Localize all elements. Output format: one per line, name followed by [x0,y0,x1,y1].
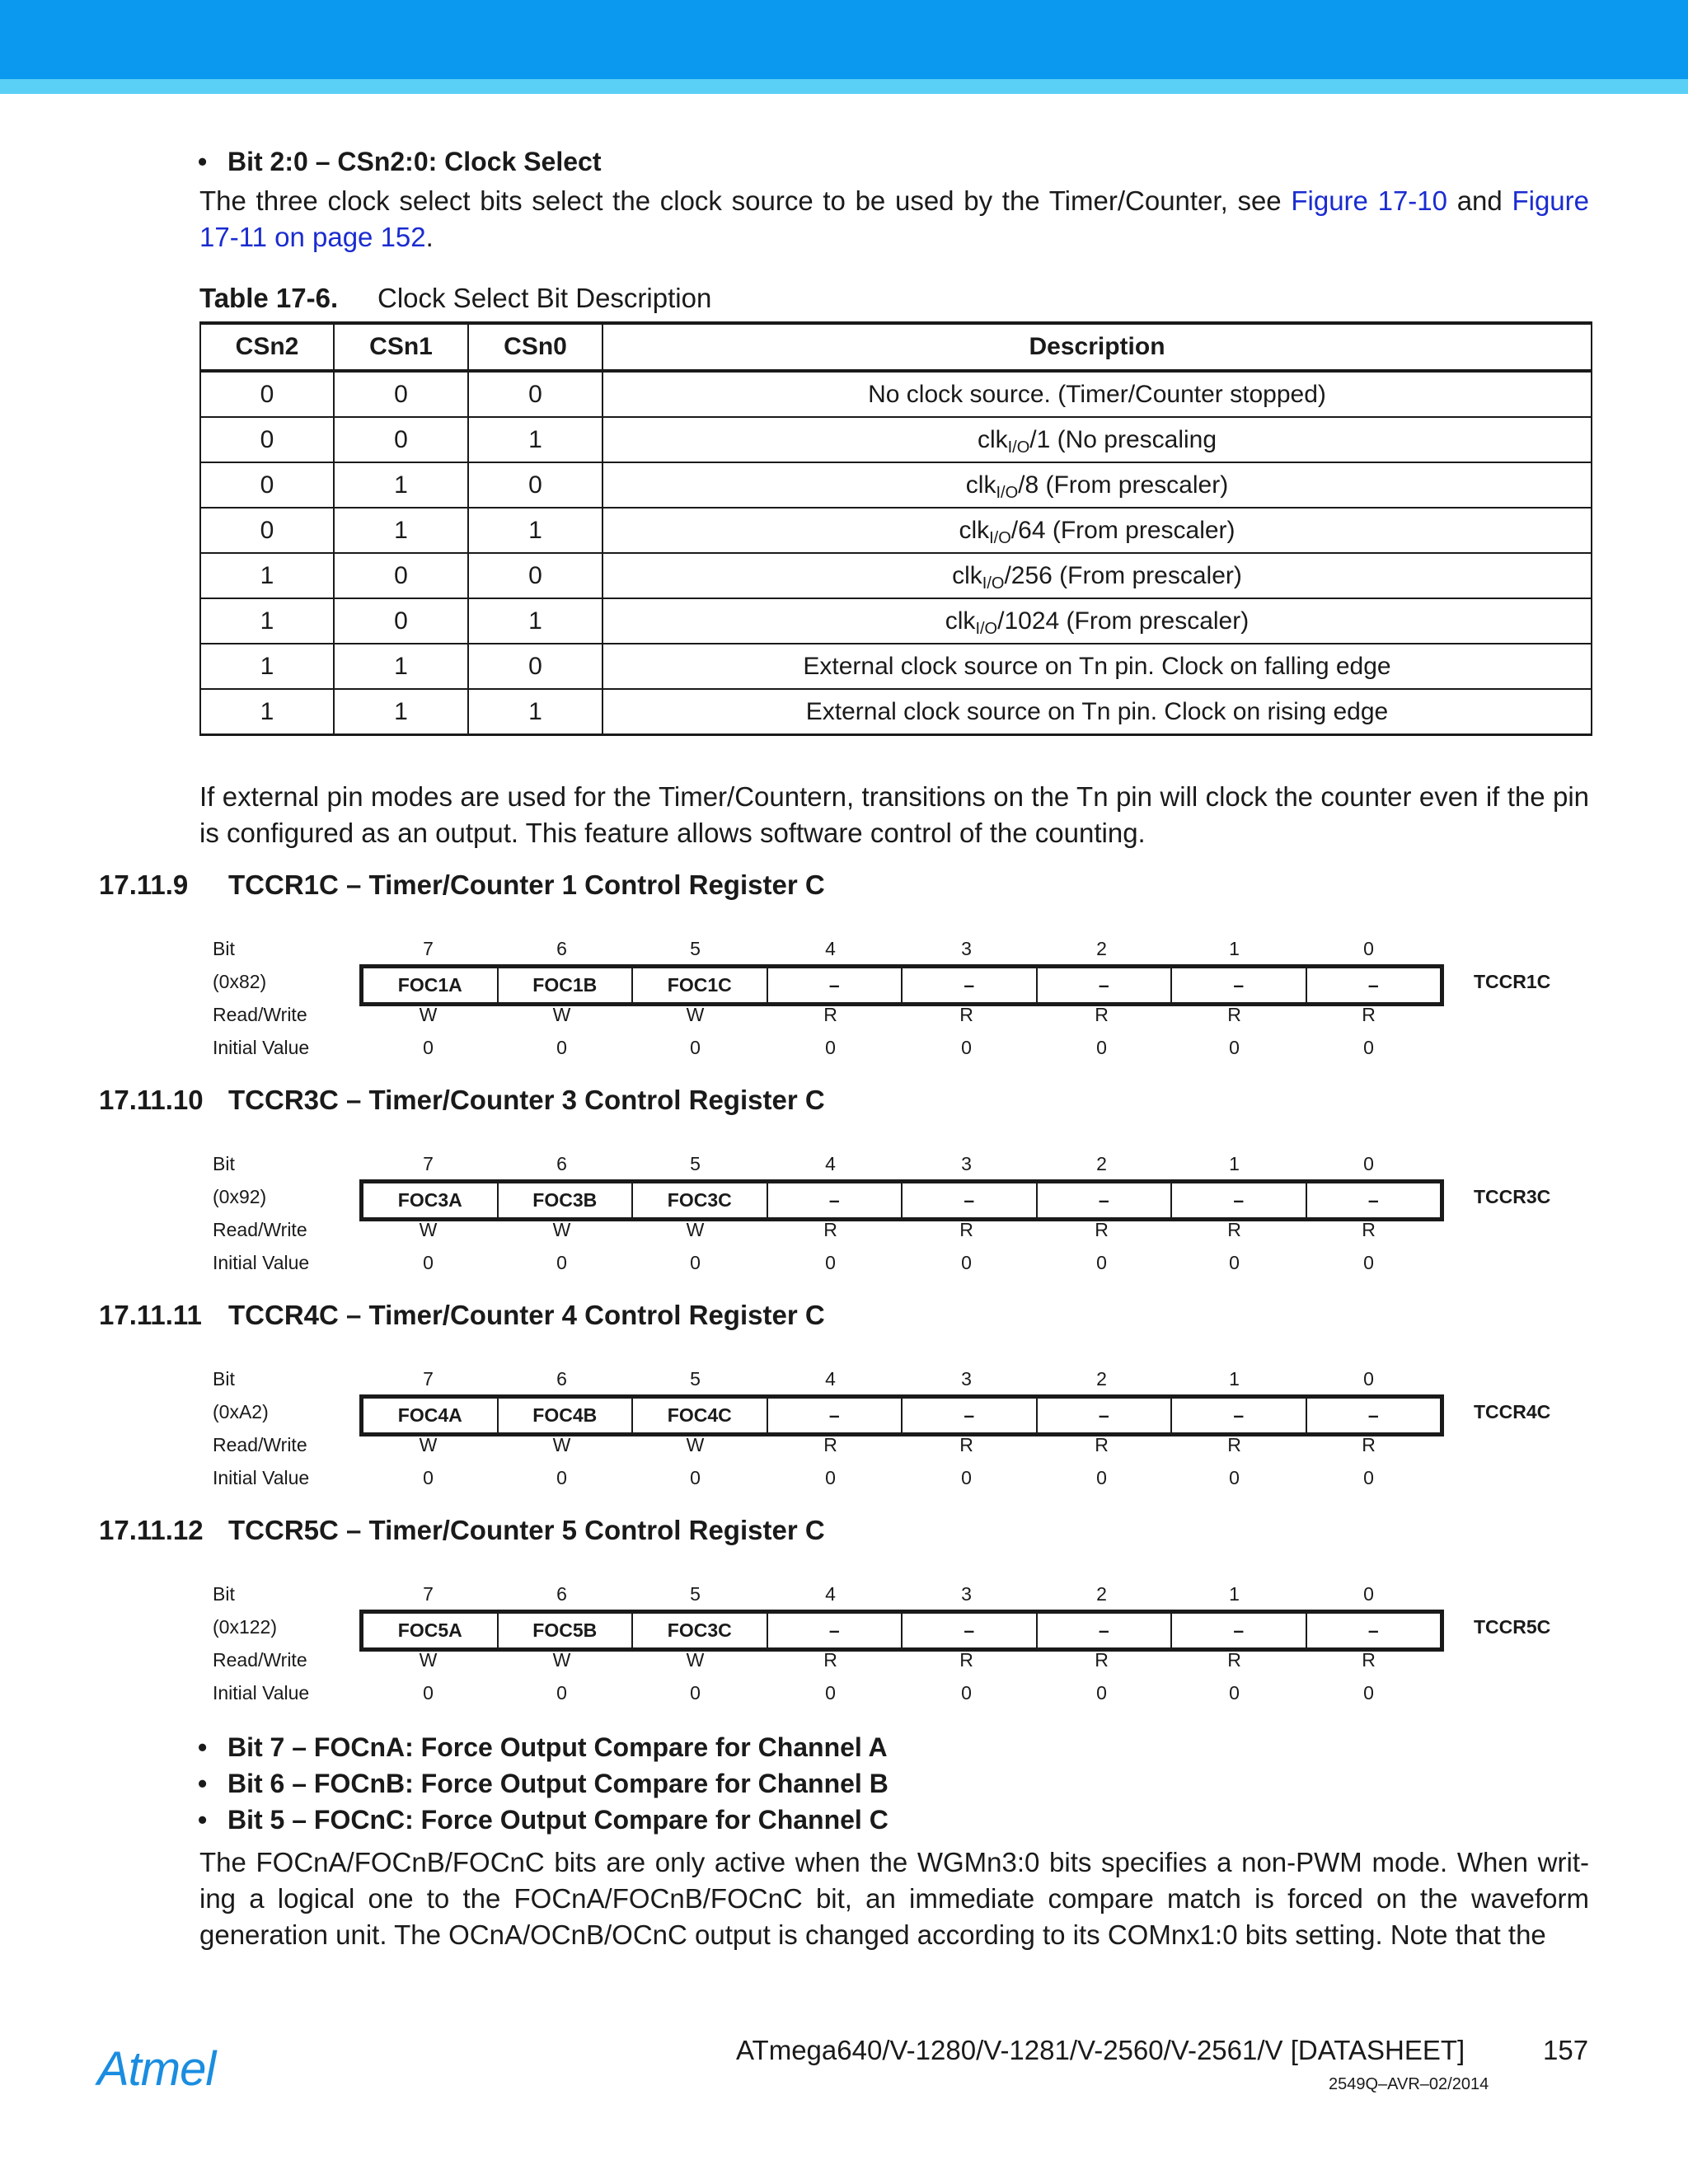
bit-number: 3 [961,1583,972,1605]
bit-number: 2 [1096,1368,1107,1390]
initial-value: 0 [690,1467,701,1488]
bit-field-cell: – [903,1399,1038,1432]
bit-number: 3 [961,1368,972,1390]
bit-number: 5 [690,1583,701,1605]
read-write-value: R [1095,1649,1109,1671]
bit-field-cell: FOC5A [363,1614,499,1647]
bullet-icon: • [198,1769,208,1798]
bit-field-cell: – [768,1614,903,1647]
initial-value: 0 [1363,1682,1374,1704]
table-caption: Table 17-6. Clock Select Bit Description [199,283,712,313]
table-cell-cs2: 1 [200,598,334,644]
bit-field-cell: – [768,968,903,1002]
register-bit-fields [359,964,1444,1006]
read-write-value: W [419,1219,438,1240]
read-write-value: R [1227,1219,1241,1240]
bit-number: 0 [1363,1153,1374,1174]
initial-value: 0 [825,1682,836,1704]
read-write-value: W [419,1649,438,1671]
bit-field-cell: FOC4A [363,1399,499,1432]
bit-field-cell: – [1038,1399,1173,1432]
table-cell-cs0: 1 [468,508,603,553]
table-cell-cs2: 0 [200,371,334,417]
section-heading-tccr4c: 17.11.11 TCCR4C – Timer/Counter 4 Control Register C [99,1300,825,1330]
read-write-value: W [686,1004,705,1025]
read-write-value: R [823,1434,837,1455]
register-diagram-tccr3c [0,1153,1688,1294]
initial-value: 0 [423,1252,434,1273]
register-name: TCCR1C [1474,971,1551,992]
header-csn2: CSn2 [200,323,334,371]
bit-field-cell: FOC3A [363,1183,499,1217]
read-write-value: R [1095,1004,1109,1025]
bit-number: 7 [423,1368,434,1390]
table-cell-description: No clock source. (Timer/Counter stopped) [603,371,1592,417]
bit-number: 1 [1229,1368,1240,1390]
initial-value: 0 [556,1037,567,1058]
table-cell-cs0: 1 [468,598,603,644]
bit-number: 2 [1096,938,1107,959]
read-write-value: W [419,1434,438,1455]
bit-field-cell: FOC4B [499,1399,634,1432]
initial-value: 0 [423,1682,434,1704]
bit-field-cell: – [903,1183,1038,1217]
initial-value: 0 [690,1037,701,1058]
register-bit-fields [359,1394,1444,1436]
bit-field-cell: – [903,1614,1038,1647]
register-diagram-tccr4c [0,1368,1688,1509]
table-cell-cs0: 0 [468,371,603,417]
table-cell-description: clk$_{I/O}$/8 (From prescaler) [603,462,1592,508]
bit-field-cell: FOC1A [363,968,499,1002]
initial-value: 0 [556,1252,567,1273]
bit-number: 7 [423,1153,434,1174]
bit-number: 6 [556,1368,567,1390]
initial-value: 0 [961,1467,972,1488]
initial-value-label: Initial Value [213,1682,310,1704]
bit-field-cell: – [1172,968,1307,1002]
read-write-value: W [686,1219,705,1240]
bit-number: 6 [556,1153,567,1174]
footer-title: ATmega640/V-1280/V-1281/V-2560/V-2561/V [DATASHEET] [736,2035,1465,2065]
initial-value: 0 [1363,1037,1374,1058]
initial-value-label: Initial Value [213,1252,310,1273]
header-stripe [0,79,1688,94]
initial-value: 0 [825,1037,836,1058]
initial-value-label: Initial Value [213,1467,310,1488]
initial-value: 0 [1096,1682,1107,1704]
bullet-icon: • [198,147,208,176]
table-cell-cs1: 0 [334,553,468,598]
initial-value: 0 [825,1467,836,1488]
bit-field-cell: FOC4C [633,1399,768,1432]
read-write-label: Read/Write [213,1219,307,1240]
bit-number: 1 [1229,938,1240,959]
read-write-value: R [1362,1649,1376,1671]
bit-number: 2 [1096,1153,1107,1174]
read-write-value: R [1362,1004,1376,1025]
read-write-value: R [959,1004,973,1025]
initial-value: 0 [556,1467,567,1488]
bit-number: 1 [1229,1583,1240,1605]
read-write-value: W [686,1649,705,1671]
register-address: (0x82) [213,971,267,992]
read-write-value: R [823,1219,837,1240]
table-row [200,644,1592,689]
bit-field-cell: – [1367,1189,1379,1211]
initial-value: 0 [1096,1252,1107,1273]
section-heading-tccr1c: 17.11.9 TCCR1C – Timer/Counter 1 Control Register C [99,869,825,900]
bit-number: 2 [1096,1583,1107,1605]
register-diagram-tccr1c [0,938,1688,1079]
bit-number: 6 [556,938,567,959]
bit-field-cell: FOC5B [499,1614,634,1647]
table-cell-cs2: 0 [200,508,334,553]
bit-field-cell: – [1172,1183,1307,1217]
bit-number: 0 [1363,1583,1374,1605]
read-write-value: R [1227,1434,1241,1455]
bit-field-cell: FOC3C [633,1183,768,1217]
initial-value: 0 [690,1252,701,1273]
initial-value: 0 [423,1467,434,1488]
bit-number: 5 [690,1153,701,1174]
bit-2-0-heading: • Bit 2:0 – CSn2:0: Clock Select [198,147,602,176]
bit-row-label: Bit [213,938,235,959]
read-write-value: W [552,1219,571,1240]
table-cell-cs1: 1 [334,508,468,553]
table-row [200,371,1592,417]
clock-select-paragraph: The three clock select bits select the clock source to be used by the Timer/Counter, see Figure 17-10 and Figure 17-11 on page 152. [199,185,1589,252]
table-cell-description: External clock source on Tn pin. Clock on rising edge [603,689,1592,735]
document-number: 2549Q–AVR–02/2014 [1329,2075,1489,2093]
figure-17-11-link[interactable]: Figure 17-11 on page 152 [199,185,1589,252]
register-bit-fields [359,1610,1444,1652]
bit-row-label: Bit [213,1583,235,1605]
bit-number: 3 [961,1153,972,1174]
table-cell-cs2: 1 [200,689,334,735]
read-write-value: R [1227,1649,1241,1671]
bit-row-label: Bit [213,1153,235,1174]
register-address: (0xA2) [213,1401,269,1422]
bit-field-cell: FOC1C [633,968,768,1002]
table-cell-cs1: 1 [334,462,468,508]
read-write-value: R [959,1219,973,1240]
register-bit-fields [359,1179,1444,1221]
bit-number: 4 [825,938,836,959]
initial-value: 0 [1363,1467,1374,1488]
table-cell-cs1: 0 [334,598,468,644]
table-row [200,462,1592,508]
initial-value: 0 [1363,1252,1374,1273]
bit-number: 5 [690,938,701,959]
table-cell-cs1: 0 [334,371,468,417]
read-write-value: R [823,1649,837,1671]
section-heading-tccr5c: 17.11.12 TCCR5C – Timer/Counter 5 Control Register C [99,1515,825,1545]
register-address: (0x122) [213,1616,277,1638]
read-write-value: W [552,1649,571,1671]
bit-number: 7 [423,1583,434,1605]
table-cell-description: clk$_{I/O}$/64 (From prescaler) [603,508,1592,553]
table-row [200,508,1592,553]
bit-field-cell: FOC3C [633,1614,768,1647]
section-heading-tccr3c: 17.11.10 TCCR3C – Timer/Counter 3 Control Register C [99,1085,825,1115]
bit-number: 3 [961,938,972,959]
read-write-value: R [823,1004,837,1025]
bullet-icon: • [198,1805,208,1835]
bit-number: 4 [825,1368,836,1390]
bit-field-cell: FOC3B [499,1183,634,1217]
bit-number: 6 [556,1583,567,1605]
table-cell-cs1: 1 [334,644,468,689]
read-write-value: W [552,1434,571,1455]
read-write-value: W [552,1004,571,1025]
bit-field-cell: – [903,968,1038,1002]
table-cell-cs0: 0 [468,553,603,598]
bit-field-cell: – [1038,968,1173,1002]
table-cell-description: clk$_{I/O}$/1024 (From prescaler) [603,598,1592,644]
table-cell-description: clk$_{I/O}$/256 (From prescaler) [603,553,1592,598]
table-row [200,553,1592,598]
table-cell-cs0: 0 [468,462,603,508]
figure-17-10-link[interactable]: Figure 17-10 [1291,185,1447,216]
read-write-value: R [1362,1434,1376,1455]
register-diagram-tccr5c [0,1583,1688,1724]
bit-row-label: Bit [213,1368,235,1390]
bit-number: 0 [1363,938,1374,959]
bit-number: 0 [1363,1368,1374,1390]
table-header-row [200,323,1592,371]
bit-field-cell: – [1038,1183,1173,1217]
initial-value: 0 [961,1037,972,1058]
table-cell-cs1: 1 [334,689,468,735]
initial-value: 0 [423,1037,434,1058]
bit-field-cell: – [1367,1404,1379,1426]
bullet-icon: • [198,1732,208,1762]
foc-paragraph: The FOCnA/FOCnB/FOCnC bits are only active when the WGMn3:0 bits specifies a non-PWM mode. When writ-ing a logical one to the FOCnA/FOCnB/FOCnC bit, an immediate compare match is forced on the waveform generation unit. The OCnA/OCnB/OCnC output is changed according to its COMnx1:0 bits setting. Note that the [199,1847,1589,1950]
clock-select-table [199,321,1592,736]
bit-number: 4 [825,1583,836,1605]
initial-value: 0 [1229,1037,1240,1058]
initial-value: 0 [825,1252,836,1273]
table-cell-cs2: 1 [200,553,334,598]
bit-field-cell: – [768,1399,903,1432]
bit-field-cell: – [1172,1399,1307,1432]
header-csn0: CSn0 [468,323,603,371]
page-number: 157 [1543,2035,1589,2065]
table-cell-cs0: 0 [468,644,603,689]
initial-value: 0 [690,1682,701,1704]
initial-value: 0 [961,1682,972,1704]
read-write-value: R [1227,1004,1241,1025]
read-write-value: W [419,1004,438,1025]
initial-value: 0 [1096,1467,1107,1488]
register-name: TCCR5C [1474,1616,1551,1638]
register-name: TCCR4C [1474,1401,1551,1422]
atmel-logo: Atmel [97,2042,216,2096]
initial-value: 0 [1229,1682,1240,1704]
initial-value: 0 [1096,1037,1107,1058]
initial-value: 0 [556,1682,567,1704]
table-row [200,417,1592,462]
external-pin-paragraph: If external pin modes are used for the Timer/Countern, transitions on the Tn pin will clock the counter even if the pin is configured as an output. This feature allows software control of the counting. [199,781,1589,848]
read-write-value: R [1095,1219,1109,1240]
read-write-value: W [686,1434,705,1455]
bit-number: 1 [1229,1153,1240,1174]
bit-number: 7 [423,938,434,959]
header-band [0,0,1688,79]
bit-field-cell: – [768,1183,903,1217]
initial-value-label: Initial Value [213,1037,310,1058]
header-description: Description [603,323,1592,371]
bit-field-cell: – [1038,1614,1173,1647]
register-name: TCCR3C [1474,1186,1551,1207]
register-address: (0x92) [213,1186,267,1207]
initial-value: 0 [1229,1467,1240,1488]
table-cell-cs2: 0 [200,417,334,462]
table-row [200,598,1592,644]
table-cell-description: clk$_{I/O}$/1 (No prescaling [603,417,1592,462]
table-cell-description: External clock source on Tn pin. Clock on falling edge [603,644,1592,689]
bit-field-cell: FOC1B [499,968,634,1002]
foc-bullet-item: • Bit 6 – FOCnB: Force Output Compare for Channel B [198,1769,889,1798]
bit-field-cell: – [1367,1619,1379,1641]
read-write-value: R [1362,1219,1376,1240]
table-cell-cs1: 0 [334,417,468,462]
read-write-label: Read/Write [213,1434,307,1455]
read-write-value: R [959,1434,973,1455]
table-cell-cs2: 0 [200,462,334,508]
read-write-value: R [959,1649,973,1671]
table-cell-cs0: 1 [468,689,603,735]
read-write-label: Read/Write [213,1649,307,1671]
bit-number: 5 [690,1368,701,1390]
foc-bullet-item: • Bit 7 – FOCnA: Force Output Compare for Channel A [198,1732,888,1762]
table-cell-cs2: 1 [200,644,334,689]
header-csn1: CSn1 [334,323,468,371]
table-row [200,689,1592,735]
bit-number: 4 [825,1153,836,1174]
table-cell-cs0: 1 [468,417,603,462]
initial-value: 0 [961,1252,972,1273]
read-write-label: Read/Write [213,1004,307,1025]
read-write-value: R [1095,1434,1109,1455]
bit-field-cell: – [1367,974,1379,996]
bit-field-cell: – [1172,1614,1307,1647]
foc-bullet-item: • Bit 5 – FOCnC: Force Output Compare for Channel C [198,1805,889,1835]
initial-value: 0 [1229,1252,1240,1273]
